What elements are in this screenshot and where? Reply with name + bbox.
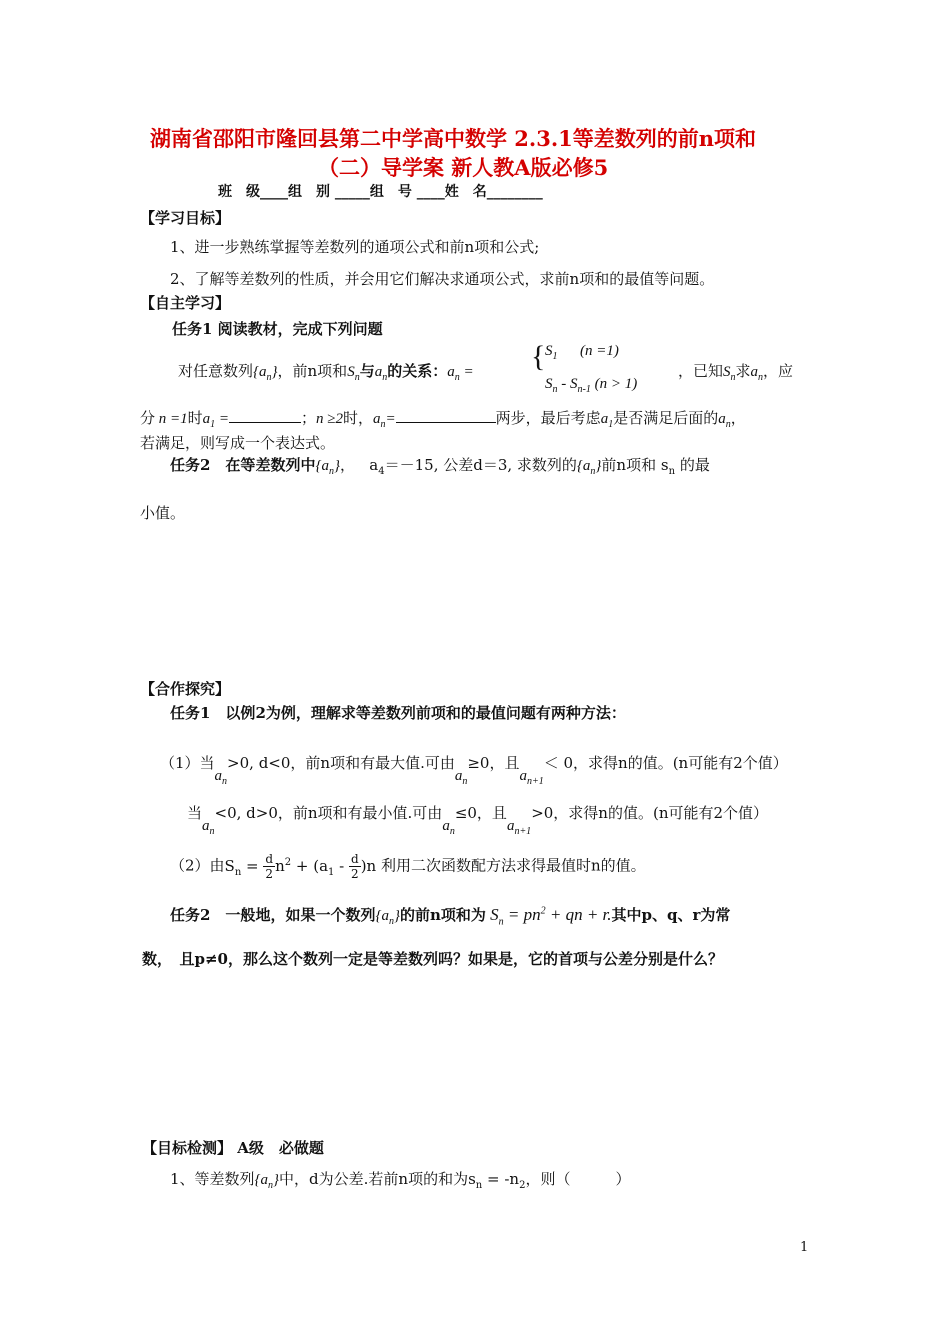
text: ＜ 0，求得n的值。(n可能有2个值） bbox=[543, 754, 788, 772]
task2-line-2: 小值。 bbox=[140, 504, 186, 522]
class-info: 班 级____组 别 _____组 号 ____姓 名________ bbox=[218, 184, 543, 200]
seq-an-braces: $\{a_n\}$ bbox=[253, 364, 278, 383]
n-ge-2: n ≥2 bbox=[316, 411, 344, 427]
task1-line-2: 分 n =1时$a_1$ = ；n ≥2时，$a_n=$ 两步，最后考虑$a_1$是否满足后面的$a_n$， bbox=[140, 409, 746, 430]
text: 当 bbox=[187, 804, 203, 822]
text: 两步，最后考虑 bbox=[495, 409, 601, 427]
blank-an[interactable] bbox=[396, 422, 496, 423]
text: （1）当 bbox=[160, 754, 215, 772]
coop-task1: 任务1 以例2为例，理解求等差数列前项和的最值问题有两种方法： bbox=[170, 704, 626, 722]
a1-symbol: $a_1$ bbox=[600, 411, 614, 430]
seq-an-braces: $\{a_n\}$ bbox=[576, 458, 602, 477]
piecewise-row-2: $S_n - S_{n-1}$ (n > 1) bbox=[545, 376, 638, 395]
text: 分 bbox=[140, 409, 156, 427]
text: 对任意数列 bbox=[178, 362, 254, 380]
check-question-1 bbox=[170, 1168, 630, 1191]
a4-symbol: $a_4$ bbox=[369, 456, 385, 477]
an-symbol: $a_n$ bbox=[374, 364, 388, 383]
text: ≤0，且 bbox=[454, 804, 507, 822]
an-symbol: $a_n$ bbox=[202, 818, 215, 837]
text: ； bbox=[301, 409, 317, 427]
text: 中，d为公差.若前n项的和为 bbox=[279, 1170, 469, 1188]
text: （2）由 bbox=[170, 856, 225, 875]
text: 与 bbox=[359, 362, 375, 380]
text: 是否满足后面的 bbox=[613, 409, 719, 427]
goals-header: 【学习目标】 bbox=[140, 209, 231, 227]
text: 的前n项和为 bbox=[399, 906, 486, 924]
text: ，前n项和 bbox=[277, 362, 348, 380]
an-symbol: $a_n$ bbox=[214, 768, 228, 787]
text: 任务2 一般地，如果一个数列 bbox=[170, 906, 376, 924]
text: ＝－15, 公差d＝3, 求数列的 bbox=[384, 456, 577, 474]
text: ，应 bbox=[763, 362, 794, 380]
an-symbol: $a_n$ bbox=[718, 411, 731, 430]
an-symbol: $a_n$ bbox=[442, 818, 455, 837]
method-1-line-1 bbox=[160, 752, 788, 787]
text: 时 bbox=[187, 409, 203, 427]
text: 前n项和 bbox=[601, 456, 657, 474]
text: 时， bbox=[343, 409, 374, 427]
an-plus-1-symbol: $a_{n+1}$ bbox=[519, 768, 544, 787]
text: 任务2 在等差数列中 bbox=[170, 456, 316, 474]
goal-1: 1、进一步熟练掌握等差数列的通项公式和前n项和公式; bbox=[170, 238, 540, 256]
text: 求 bbox=[735, 362, 751, 380]
text: ，则（ ） bbox=[525, 1170, 631, 1188]
title-line-1: 湖南省邵阳市隆回县第二中学高中数学 2.3.1等差数列的前n项和 bbox=[150, 126, 757, 151]
text: 1、等差数列 bbox=[170, 1170, 255, 1188]
blank-a1[interactable] bbox=[229, 422, 301, 423]
sn-symbol: $S_n$ bbox=[723, 364, 736, 383]
sn-pqr-formula: $S_n = pn^2$ + qn + r. bbox=[485, 905, 612, 928]
text: <0, d>0，前n项和有最小值.可由 bbox=[214, 804, 443, 822]
text: 的关系： bbox=[387, 362, 448, 380]
text: ，已知 bbox=[678, 362, 724, 380]
page-number: 1 bbox=[800, 1240, 809, 1255]
text: >0, d<0，前n项和有最大值.可由 bbox=[227, 754, 455, 772]
sn-symbol: $s_n$ bbox=[660, 456, 676, 477]
task2-line-1 bbox=[170, 454, 710, 477]
n-equals-1: n =1 bbox=[155, 411, 188, 427]
piecewise-row-1: $S_1$ (n =1) bbox=[545, 343, 619, 362]
title-line-2: （二）导学案 新人教A版必修5 bbox=[318, 155, 609, 180]
text: ， bbox=[339, 456, 355, 474]
method-1-line-2 bbox=[187, 802, 769, 837]
sn-symbol: $S_n$ bbox=[347, 364, 360, 383]
an-symbol: $a_n$ bbox=[750, 364, 764, 383]
a1-symbol: $a_1$ = bbox=[202, 411, 230, 430]
task1-line-1-end bbox=[678, 360, 793, 383]
self-study-header: 【自主学习】 bbox=[140, 294, 231, 312]
seq-an-braces: $\{a_n\}$ bbox=[254, 1172, 280, 1191]
seq-an-braces: $\{a_n\}$ bbox=[375, 908, 400, 927]
sn-minus-n2: $s_n = -n_2$ bbox=[468, 1170, 526, 1191]
an-plus-1-symbol: $a_{n+1}$ bbox=[506, 818, 532, 837]
coop-task2-line-2: 数， 且p≠0，那么这个数列一定是等差数列吗？如果是，它的首项与公差分别是什么？ bbox=[142, 950, 723, 968]
task1-header: 任务1 阅读教材，完成下列问题 bbox=[172, 320, 383, 338]
sn-formula: $S_n$ = $\frac{d}{2}$ $n^2 + (a_1$ - $\frac{d}{2}$ )n bbox=[224, 852, 377, 881]
text: >0，求得n的值。(n可能有2个值） bbox=[531, 804, 769, 822]
an-symbol: $a_n$ bbox=[454, 768, 468, 787]
text: 其中p、q、r为常 bbox=[611, 906, 731, 924]
text: 利用二次函数配方法求得最值时n的值。 bbox=[381, 856, 646, 875]
piecewise-brace: { bbox=[531, 340, 546, 373]
method-2-line bbox=[170, 852, 646, 881]
text: ≥0，且 bbox=[467, 754, 520, 772]
check-header: 【目标检测】 A级 必做题 bbox=[142, 1139, 324, 1157]
text: 的最 bbox=[679, 456, 710, 474]
an-symbol: $a_n=$ bbox=[373, 411, 396, 430]
goal-2: 2、了解等差数列的性质，并会用它们解决求通项公式，求前n项和的最值等问题。 bbox=[170, 270, 715, 288]
an-symbol: $a_n$ = bbox=[447, 364, 474, 383]
coop-header: 【合作探究】 bbox=[140, 680, 231, 698]
seq-an-braces: $\{a_n\}$ bbox=[315, 458, 340, 477]
task1-line-3: 若满足，则写成一个表达式。 bbox=[140, 434, 336, 452]
task1-line-1 bbox=[178, 360, 474, 383]
coop-task2-line-1 bbox=[170, 904, 730, 927]
